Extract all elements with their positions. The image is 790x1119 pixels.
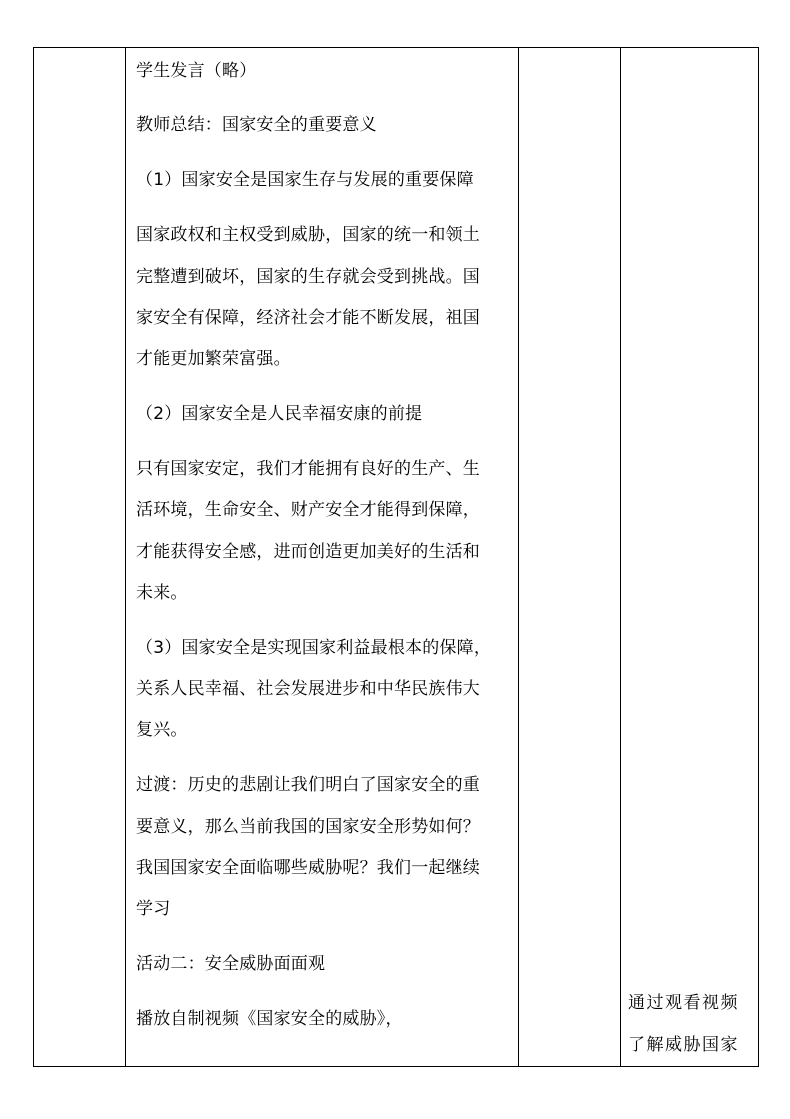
transition-line: 过渡：历史的悲剧让我们明白了国家安全的重 <box>136 775 480 795</box>
point-2-heading: （2）国家安全是人民幸福安康的前提 <box>136 404 423 424</box>
paragraph-line: 完整遭到破坏，国家的生存就会受到挑战。国 <box>136 267 480 287</box>
paragraph-line: 未来。 <box>136 583 188 603</box>
column-divider-3 <box>620 47 621 1067</box>
point-3-heading: （3）国家安全是实现国家利益最根本的保障， <box>136 638 492 658</box>
column-divider-1 <box>125 47 126 1067</box>
design-intent-line: 了解威胁国家 <box>628 1035 739 1055</box>
column-divider-2 <box>518 47 519 1067</box>
paragraph-line: 国家政权和主权受到威胁，国家的统一和领土 <box>136 225 480 245</box>
teacher-summary-heading: 教师总结：国家安全的重要意义 <box>136 115 377 135</box>
paragraph-line: 家安全有保障，经济社会才能不断发展，祖国 <box>136 308 480 328</box>
design-intent-line: 通过观看视频 <box>628 993 739 1013</box>
paragraph-line: 活环境，生命安全、财产安全才能得到保障， <box>136 500 480 520</box>
transition-line: 我国国家安全面临哪些威胁呢？我们一起继续 <box>136 858 480 878</box>
paragraph-line: 才能获得安全感，进而创造更加美好的生活和 <box>136 542 480 562</box>
video-line: 播放自制视频《国家安全的威胁》， <box>136 1009 403 1029</box>
paragraph-line: 才能更加繁荣富强。 <box>136 349 291 369</box>
paragraph-line: 关系人民幸福、社会发展进步和中华民族伟大 <box>136 679 480 699</box>
transition-line: 学习 <box>136 899 171 919</box>
paragraph-line: 复兴。 <box>136 720 188 740</box>
activity-2-heading: 活动二：安全威胁面面观 <box>136 954 326 974</box>
transition-line: 要意义，那么当前我国的国家安全形势如何？ <box>136 817 480 837</box>
paragraph-line: 只有国家安定，我们才能拥有良好的生产、生 <box>136 459 480 479</box>
student-speech-line: 学生发言（略） <box>136 61 257 81</box>
point-1-heading: （1）国家安全是国家生存与发展的重要保障 <box>136 170 474 190</box>
